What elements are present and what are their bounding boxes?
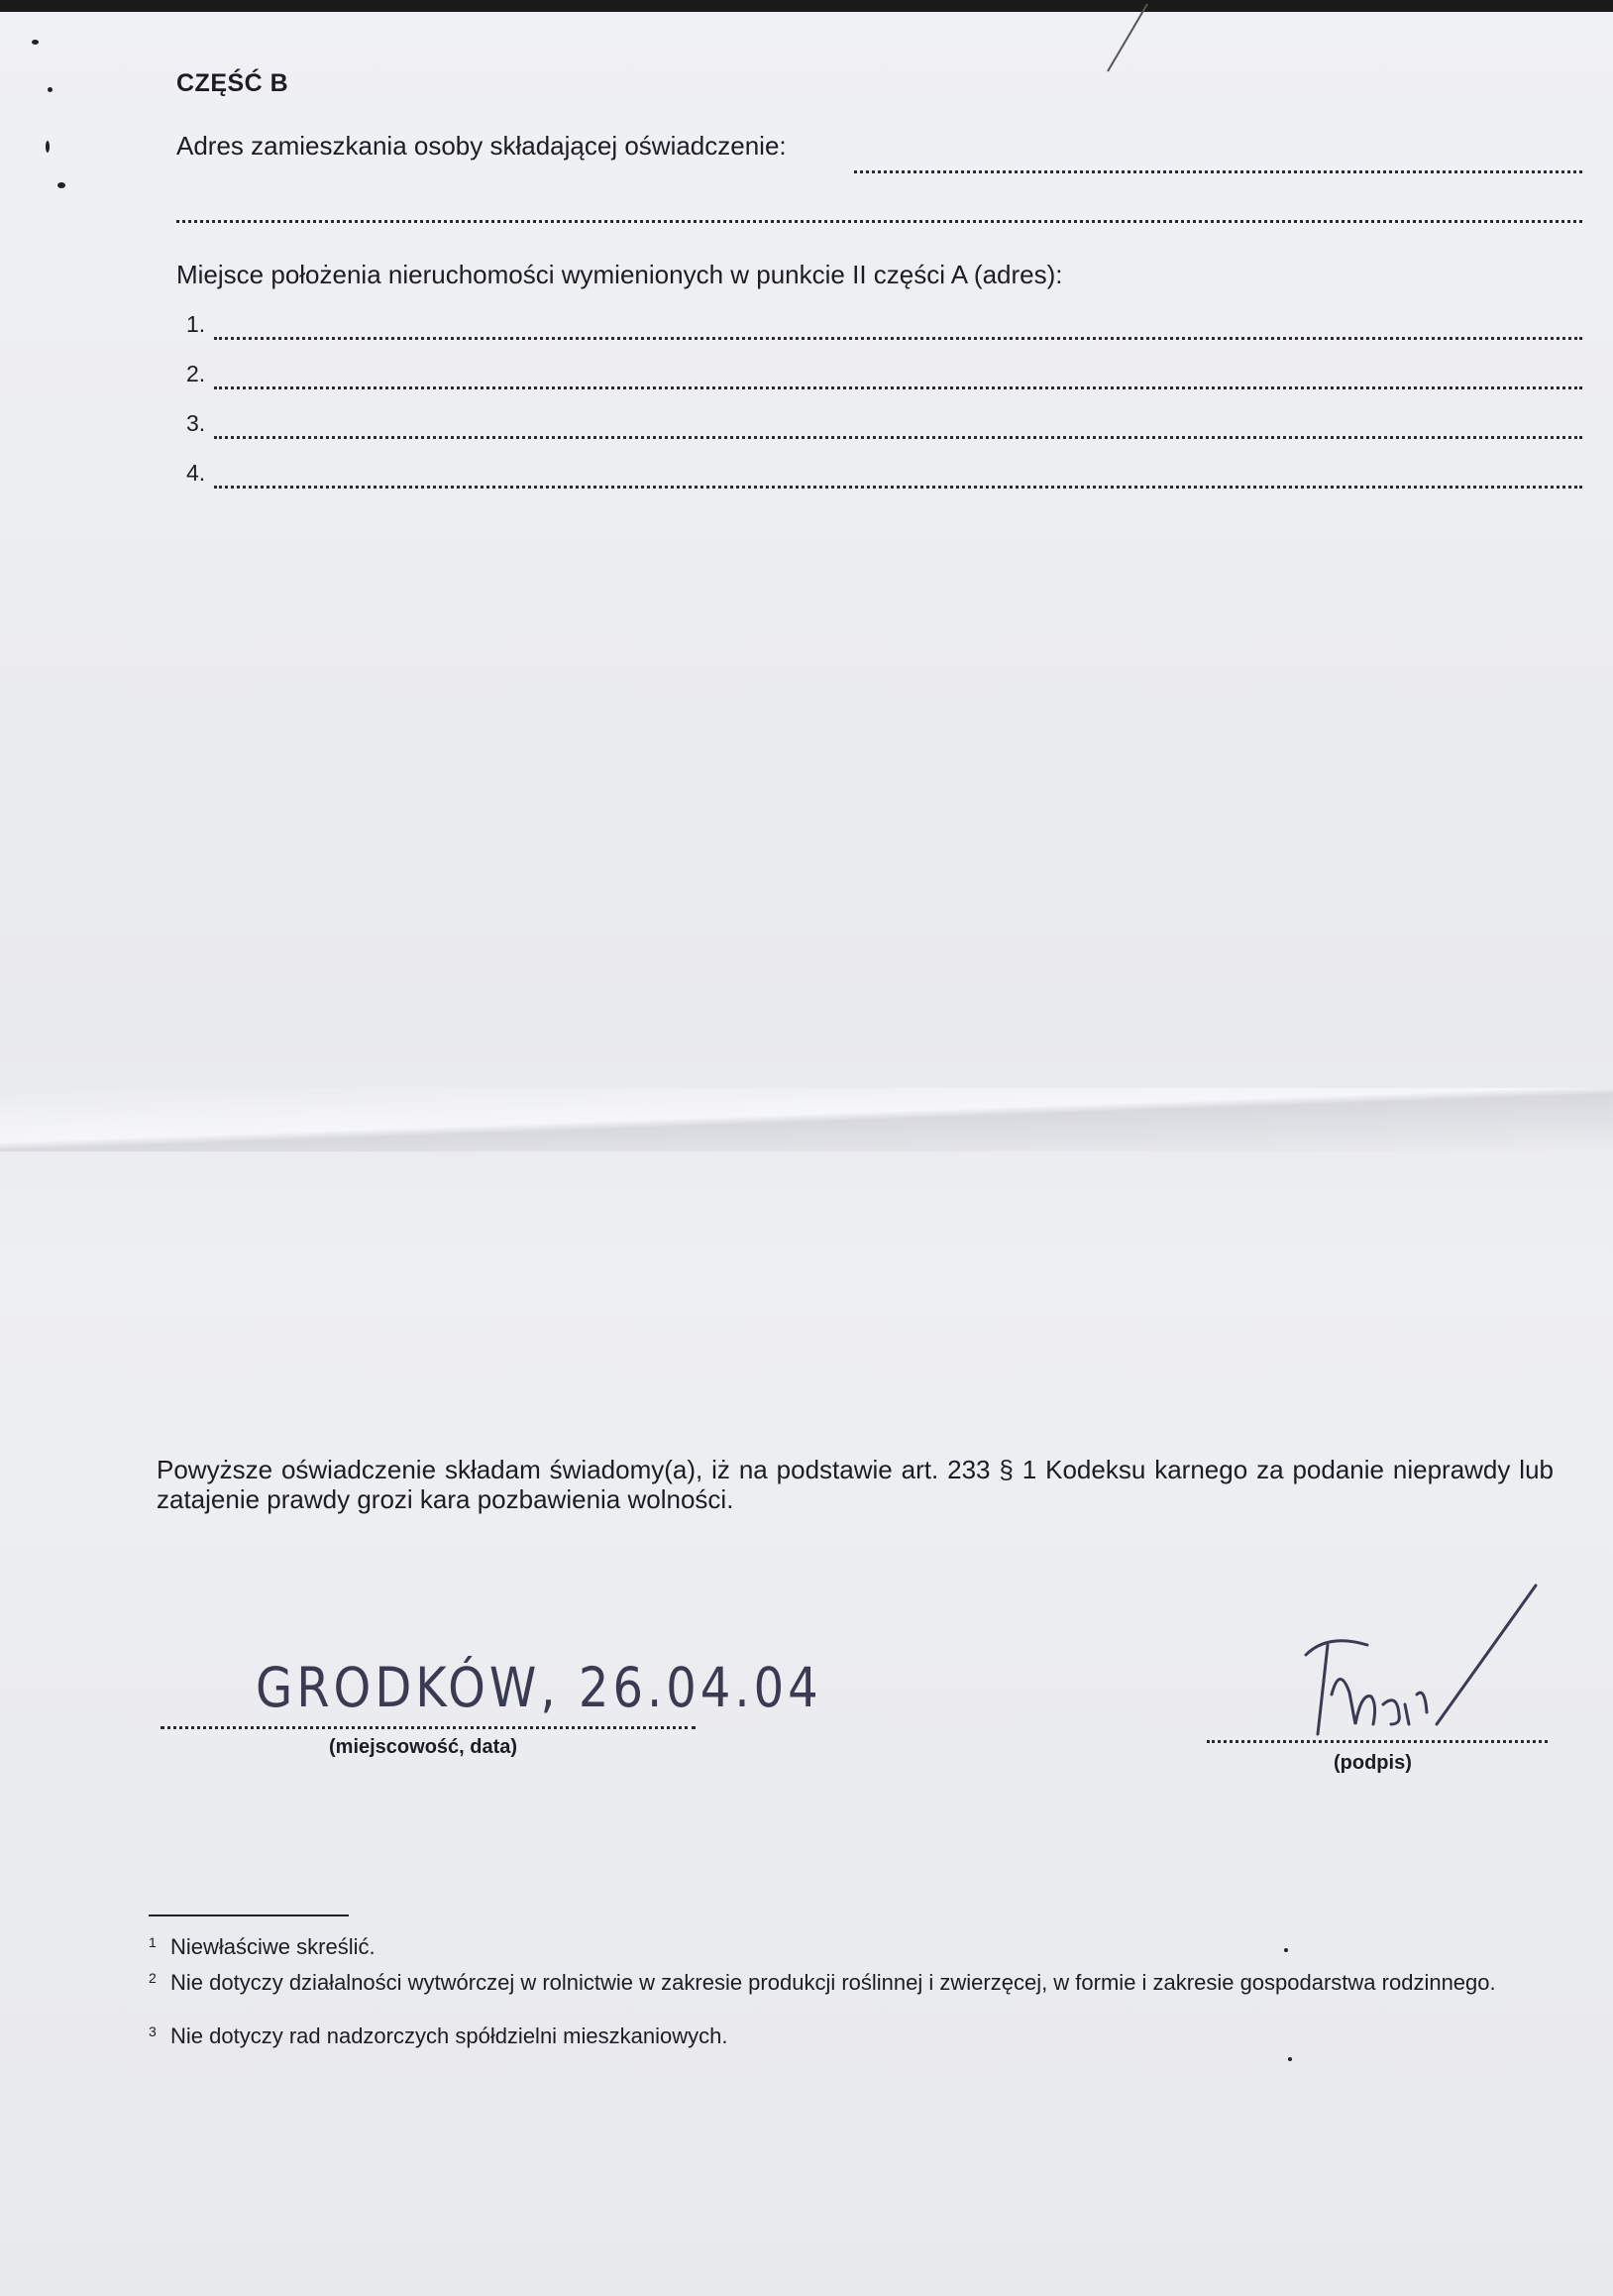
footnote-number: 3 bbox=[149, 2023, 157, 2039]
scan-mark bbox=[1284, 1948, 1288, 1952]
property-item-number: 4. bbox=[186, 460, 206, 486]
handwritten-place-date: GRODKÓW, 26.04.04 bbox=[256, 1656, 822, 1720]
property-line bbox=[214, 486, 1582, 489]
footnote-text: Nie dotyczy rad nadzorczych spółdzielni mieszkaniowych. bbox=[170, 2023, 728, 2048]
place-date-line bbox=[161, 1726, 696, 1729]
footnote-rule bbox=[149, 1914, 349, 1916]
scan-mark bbox=[1288, 2057, 1292, 2061]
signature bbox=[1288, 1576, 1546, 1744]
paper-fold bbox=[0, 1088, 1613, 1151]
section-title: CZĘŚĆ B bbox=[176, 69, 289, 97]
footnote-number: 1 bbox=[149, 1934, 157, 1950]
scan-top-edge bbox=[0, 0, 1613, 12]
scan-mark bbox=[32, 40, 39, 45]
footnote bbox=[149, 2023, 1577, 2048]
legal-statement: Powyższe oświadczenie składam świadomy(a), iż na podstawie art. 233 § 1 Kodeksu karnego za podanie nieprawdy lub zatajenie prawdy grozi kara pozbawienia wolności. bbox=[157, 1455, 1554, 1514]
address-line bbox=[854, 170, 1582, 173]
scan-mark bbox=[48, 87, 53, 92]
signature-line bbox=[1207, 1740, 1548, 1743]
signature-caption: (podpis) bbox=[1334, 1752, 1412, 1774]
property-line bbox=[214, 337, 1582, 340]
property-line bbox=[214, 386, 1582, 389]
footnote-number: 2 bbox=[149, 1970, 157, 1986]
footnote bbox=[149, 1970, 1562, 1995]
address-line-2 bbox=[176, 220, 1582, 223]
address-label: Adres zamieszkania osoby składającej oświadczenie: bbox=[176, 131, 787, 161]
footnote-text: Niewłaściwe skreślić. bbox=[170, 1934, 376, 1959]
property-item-number: 3. bbox=[186, 410, 206, 436]
property-item-number: 1. bbox=[186, 311, 206, 337]
footnote bbox=[149, 1934, 1577, 1959]
scan-mark bbox=[57, 182, 65, 188]
property-label: Miejsce położenia nieruchomości wymienionych w punkcie II części A (adres): bbox=[176, 260, 1063, 289]
place-date-caption: (miejscowość, data) bbox=[329, 1736, 518, 1758]
property-line bbox=[214, 436, 1582, 439]
scan-mark bbox=[46, 141, 50, 153]
footnote-text: Nie dotyczy działalności wytwórczej w rolnictwie w zakresie produkcji roślinnej i zwierzęcej, w formie i zakresie gospodarstwa rodzinnego. bbox=[170, 1970, 1496, 1995]
pen-stroke bbox=[1100, 0, 1159, 79]
property-item-number: 2. bbox=[186, 361, 206, 386]
